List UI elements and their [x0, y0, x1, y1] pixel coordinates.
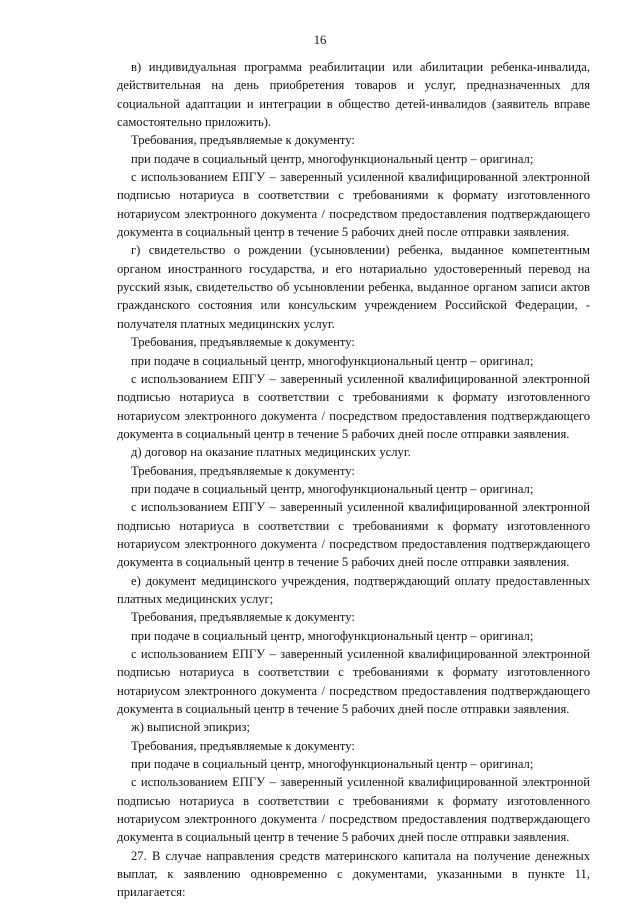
requirement-in-person: при подаче в социальный центр, многофункциональный центр – оригинал;: [131, 481, 534, 496]
page-number: 16: [313, 33, 327, 47]
document-body: [117, 58, 590, 902]
paragraph-item-zh: ж) выписной эпикриз;: [131, 720, 250, 735]
requirement-epgu: с использованием ЕПГУ – заверенный усиленной квалифицированной электронной подписью нотариуса в соответствии с требованиями к формату изготовленного нотариусом электронного документа / посредством предоставления подтверждающего документа в социальный центр в течение 5 рабочих дней после отправки заявления.: [117, 500, 590, 570]
requirement-in-person: при подаче в социальный центр, многофункциональный центр – оригинал;: [131, 757, 534, 772]
requirements-heading: Требования, предъявляемые к документу:: [131, 738, 355, 753]
requirements-heading: Требования, предъявляемые к документу:: [131, 463, 355, 478]
requirements-heading: Требования, предъявляемые к документу:: [131, 610, 355, 625]
requirement-epgu: с использованием ЕПГУ – заверенный усиленной квалифицированной электронной подписью нотариуса в соответствии с требованиями к формату изготовленного нотариусом электронного документа / посредством предоставления подтверждающего документа в социальный центр в течение 5 рабочих дней после отправки заявления.: [117, 775, 590, 845]
requirement-in-person: при подаче в социальный центр, многофункциональный центр – оригинал;: [131, 151, 534, 166]
paragraph-item-e: е) документ медицинского учреждения, подтверждающий оплату предоставленных платных медицинских услуг;: [117, 573, 590, 606]
paragraph-item-v: в) индивидуальная программа реабилитации или абилитации ребенка-инвалида, действительная на день приобретения товаров и услуг, предназначенных для социальной адаптации и интеграции в общество детей-инвалидов (заявитель вправе самостоятельно приложить).: [117, 60, 590, 130]
requirements-heading: Требования, предъявляемые к документу:: [131, 133, 355, 148]
requirement-epgu: с использованием ЕПГУ – заверенный усиленной квалифицированной электронной подписью нотариуса в соответствии с требованиями к формату изготовленного нотариусом электронного документа / посредством предоставления подтверждающего документа в социальный центр в течение 5 рабочих дней после отправки заявления.: [117, 647, 590, 717]
paragraph-clause-27: 27. В случае направления средств материнского капитала на получение денежных выплат, к заявлению одновременно с документами, указанными в пункте 11, прилагается:: [117, 848, 590, 900]
requirement-epgu: с использованием ЕПГУ – заверенный усиленной квалифицированной электронной подписью нотариуса в соответствии с требованиями к формату изготовленного нотариусом электронного документа / посредством предоставления подтверждающего документа в социальный центр в течение 5 рабочих дней после отправки заявления.: [117, 371, 590, 441]
requirement-in-person: при подаче в социальный центр, многофункциональный центр – оригинал;: [131, 628, 534, 643]
requirement-epgu: с использованием ЕПГУ – заверенный усиленной квалифицированной электронной подписью нотариуса в соответствии с требованиями к формату изготовленного нотариусом электронного документа / посредством предоставления подтверждающего документа в социальный центр в течение 5 рабочих дней после отправки заявления.: [117, 170, 590, 240]
requirements-heading: Требования, предъявляемые к документу:: [131, 335, 355, 350]
paragraph-item-g: г) свидетельство о рождении (усыновлении) ребенка, выданное компетентным органом иностранного государства, и его нотариально удостоверенный перевод на русский язык, свидетельство об усыновлении ребенка, выданное органом записи актов гражданского состояния или консульским учреждением Российской Федерации, - получателя платных медицинских услуг.: [117, 243, 590, 331]
paragraph-item-d: д) договор на оказание платных медицинских услуг.: [131, 445, 411, 460]
requirement-in-person: при подаче в социальный центр, многофункциональный центр – оригинал;: [131, 353, 534, 368]
